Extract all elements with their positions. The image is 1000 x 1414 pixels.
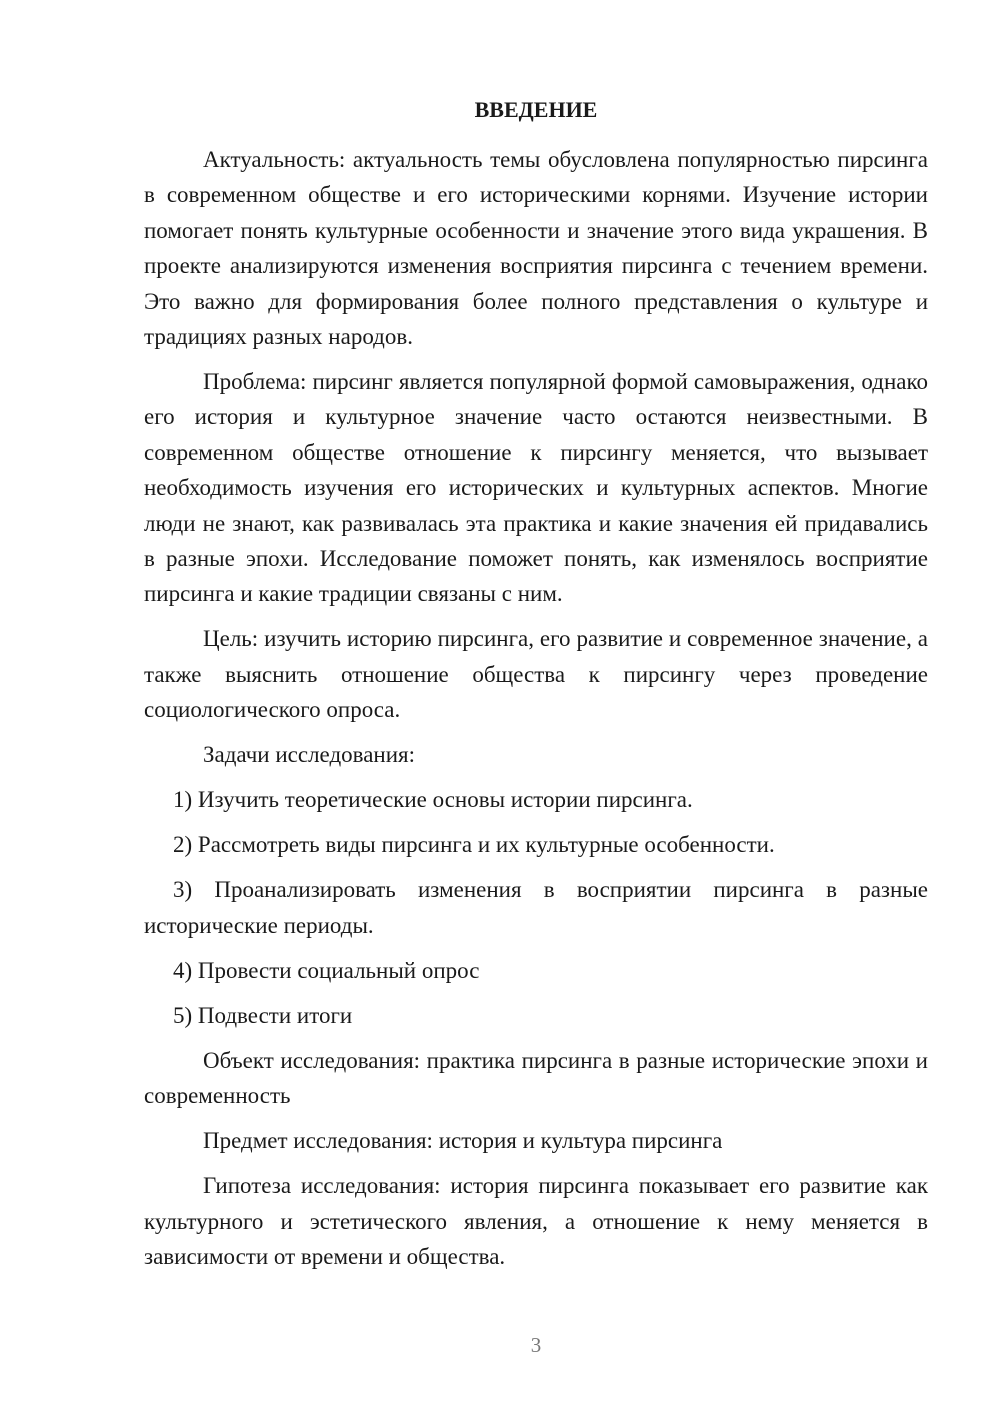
paragraph-subject: Предмет исследования: история и культура пирсинга	[203, 1128, 723, 1154]
paragraph-goal: Цель: изучить историю пирсинга, его развитие и современное значение, а также выяснить отношение общества к пирсингу через проведение социологического опроса.	[144, 626, 928, 723]
section-title: ВВЕДЕНИЕ	[474, 97, 598, 122]
paragraph-problem: Проблема: пирсинг является популярной формой самовыражения, однако его история и культурное значение часто остаются неизвестными. В современном обществе отношение к пирсингу меняется, что вызывает необходимость изучения его исторических и культурных аспектов. Многие люди не знают, как развивалась эта практика и какие значения ей придавались в разные эпохи. Исследование поможет понять, как изменялось восприятие пирсинга и какие традиции связаны с ним.	[144, 369, 928, 607]
paragraph-relevance: Актуальность: актуальность темы обусловлена популярностью пирсинга в современном обществе и его историческими корнями. Изучение истории помогает понять культурные особенности и значение этого вида украшения. В проекте анализируются изменения восприятия пирсинга с течением времени. Это важно для формирования более полного представления о культуре и традициях разных народов.	[144, 147, 928, 350]
page-number: 3	[530, 1333, 542, 1357]
task-item-2: 2) Рассмотреть виды пирсинга и их культурные особенности.	[173, 832, 775, 858]
paragraph-object: Объект исследования: практика пирсинга в разные исторические эпохи и современность	[144, 1047, 928, 1109]
tasks-heading: Задачи исследования:	[203, 742, 416, 768]
paragraph-hypothesis: Гипотеза исследования: история пирсинга показывает его развитие как культурного и эстетического явления, а отношение к нему меняется в зависимости от времени и общества.	[144, 1173, 928, 1269]
task-item-3: 3) Проанализировать изменения в восприятии пирсинга в разные исторические периоды.	[144, 877, 928, 938]
task-item-1: 1) Изучить теоретические основы истории пирсинга.	[173, 787, 693, 813]
page-content	[144, 92, 928, 1284]
task-item-5: 5) Подвести итоги	[173, 1002, 353, 1028]
task-item-4: 4) Провести социальный опрос	[173, 957, 480, 983]
